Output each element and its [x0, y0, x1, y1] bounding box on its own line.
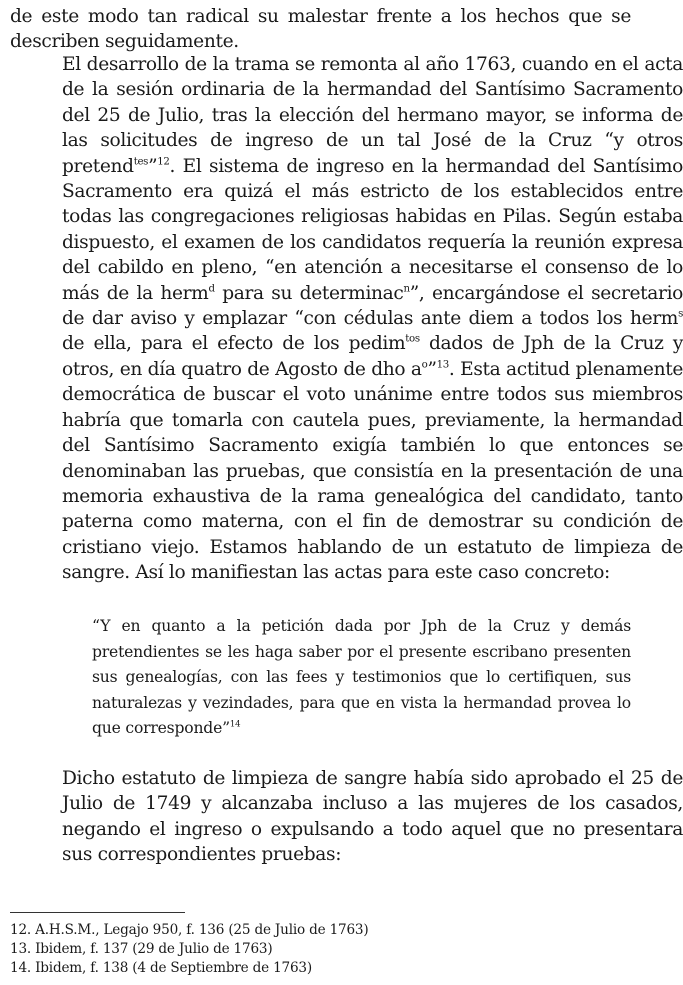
paragraph-text: . El sistema de ingreso en la hermandad del Santísimo Sacramento era quizá el más estricto de los establecidos entre todas las congregaciones religiosas habidas en Pilas. Según estaba dispuesto, el examen de los candidatos requería la reunión expresa del cabildo en pleno, “en atención a necesitarse el consenso de lo más de la herm: [62, 155, 683, 304]
paragraph-text: dados de Jph de la Cruz y otros, en día quatro de Agosto de dho a: [62, 333, 683, 380]
paragraph-text: para su determinac: [214, 282, 404, 304]
paragraph-continuation: de este modo tan radical su malestar frente a los hechos que se describen seguidamente.: [10, 6, 631, 53]
paragraph-text: . Esta actitud plenamente democrática de buscar el voto unánime entre todos sus miembros habría que tomarla con cautela pues, previamente, la hermandad del Santísimo Sacramento exigía también lo que entonces se denominaban las pruebas, que consistía en la presentación de una memoria exhaustiva de la rama genealógica del candidato, tanto paterna como materna, con el fin de demostrar su condición de cristiano viejo. Estamos hablando de un estatuto de limpieza de sangre. Así lo manifiestan las actas para este caso concreto:: [62, 358, 683, 584]
footnote-12: 12. A.H.S.M., Legajo 950, f. 136 (25 de Julio de 1763): [10, 922, 369, 938]
footnote-divider: [10, 912, 185, 913]
footnote-ref-13: 13: [436, 359, 449, 371]
paragraph-estatuto: Dicho estatuto de limpieza de sangre había sido aprobado el 25 de Julio de 1749 y alcanzaba incluso a las mujeres de los casados, negando el ingreso o expulsando a todo aquel que no presentara sus correspondientes pruebas:: [62, 768, 683, 866]
paragraph-text: de ella, para el efecto de los pedim: [62, 333, 406, 355]
paragraph-text: ”, encargándose el secretario de dar aviso y emplazar “con cédulas ante diem a todos los herm: [62, 282, 683, 330]
superscript-abbrev: tes: [133, 155, 149, 167]
paragraph-text: ”: [148, 155, 158, 177]
superscript-abbrev: tos: [405, 333, 420, 345]
paragraph-trama: [10, 52, 683, 586]
paragraph-text: El desarrollo de la trama se remonta al año 1763, cuando en el acta de la sesión ordinaria de la hermandad del Santísimo Sacramento del 25 de Julio, tras la elección del hermano mayor, se informa de las solicitudes de ingreso de un tal José de la Cruz “y otros pretend: [62, 54, 683, 177]
footnote-14: 14. Ibidem, f. 138 (4 de Septiembre de 1763): [10, 960, 312, 976]
footnote-ref-12: 12: [157, 155, 170, 167]
footnote-ref-14: 14: [229, 719, 241, 730]
footnotes: [10, 921, 610, 978]
paragraph-text: ”: [427, 358, 437, 380]
block-quote: [92, 614, 631, 742]
superscript-abbrev: d: [208, 282, 215, 294]
quote-text: “Y en quanto a la petición dada por Jph de la Cruz y demás pretendientes se les haga saber por el presente escribano presenten sus genealogías, con las fees y testimonios que lo certifiquen, sus naturalezas y vezindades, para que en vista la hermandad provea lo que corresponde”: [92, 617, 631, 738]
superscript-abbrev: o: [421, 359, 428, 371]
superscript-abbrev: n: [403, 282, 410, 294]
superscript-abbrev: s: [678, 308, 683, 320]
footnote-13: 13. Ibidem, f. 137 (29 de Julio de 1763): [10, 941, 273, 957]
